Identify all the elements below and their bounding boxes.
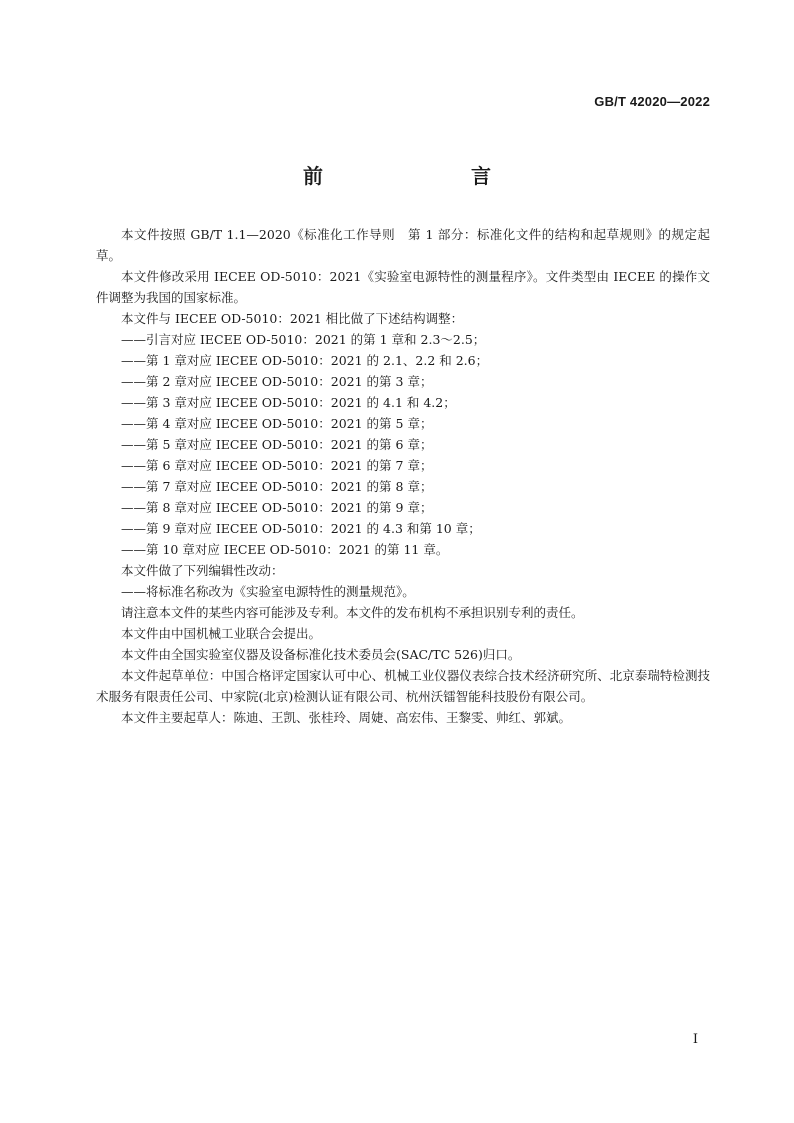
paragraph-proposer: 本文件由中国机械工业联合会提出。 xyxy=(121,626,322,641)
standard-code: GB/T 42020—2022 xyxy=(594,94,710,109)
paragraph-drafters: 本文件主要起草人：陈迪、王凯、张桂玲、周婕、高宏伟、王黎雯、帅红、郭斌。 xyxy=(121,710,572,725)
page-number: I xyxy=(692,1032,698,1047)
list-item: ——第 5 章对应 IECEE OD-5010：2021 的第 6 章； xyxy=(121,437,433,452)
paragraph-drafting-rules: 本文件按照 GB/T 1.1—2020《标准化工作导则 第 1 部分：标准化文件的结构和起草规则》的规定起草。 xyxy=(96,227,710,263)
list-item: ——将标准名称改为《实验室电源特性的测量规范》。 xyxy=(121,584,415,599)
list-item: ——引言对应 IECEE OD-5010：2021 的第 1 章和 2.3～2.5； xyxy=(121,332,486,347)
list-item: ——第 2 章对应 IECEE OD-5010：2021 的第 3 章； xyxy=(121,374,433,389)
list-item: ——第 3 章对应 IECEE OD-5010：2021 的 4.1 和 4.2； xyxy=(121,395,456,410)
list-item: ——第 1 章对应 IECEE OD-5010：2021 的 2.1、2.2 和 2.6； xyxy=(121,353,489,368)
list-item: ——第 9 章对应 IECEE OD-5010：2021 的 4.3 和第 10 章； xyxy=(121,521,481,536)
page-title: 前 言 xyxy=(303,164,527,188)
list-item: ——第 4 章对应 IECEE OD-5010：2021 的第 5 章； xyxy=(121,416,433,431)
paragraph-drafting-units: 本文件起草单位：中国合格评定国家认可中心、机械工业仪器仪表综合技术经济研究所、北京泰瑞特检测技术服务有限责任公司、中家院(北京)检测认证有限公司、杭州沃镭智能科技股份有限公司。 xyxy=(96,668,710,704)
list-item: ——第 8 章对应 IECEE OD-5010：2021 的第 9 章； xyxy=(121,500,433,515)
paragraph-structure-intro: 本文件与 IECEE OD-5010：2021 相比做了下述结构调整： xyxy=(121,311,464,326)
paragraph-editorial-intro: 本文件做了下列编辑性改动： xyxy=(121,563,284,578)
paragraph-adoption: 本文件修改采用 IECEE OD-5010：2021《实验室电源特性的测量程序》。文件类型由 IECEE 的操作文件调整为我国的国家标准。 xyxy=(96,269,710,305)
foreword-body xyxy=(96,224,710,728)
paragraph-patent-notice: 请注意本文件的某些内容可能涉及专利。本文件的发布机构不承担识别专利的责任。 xyxy=(121,605,584,620)
list-item: ——第 6 章对应 IECEE OD-5010：2021 的第 7 章； xyxy=(121,458,433,473)
paragraph-committee: 本文件由全国实验室仪器及设备标准化技术委员会(SAC/TC 526)归口。 xyxy=(121,647,521,662)
list-item: ——第 7 章对应 IECEE OD-5010：2021 的第 8 章； xyxy=(121,479,433,494)
list-item: ——第 10 章对应 IECEE OD-5010：2021 的第 11 章。 xyxy=(121,542,449,557)
